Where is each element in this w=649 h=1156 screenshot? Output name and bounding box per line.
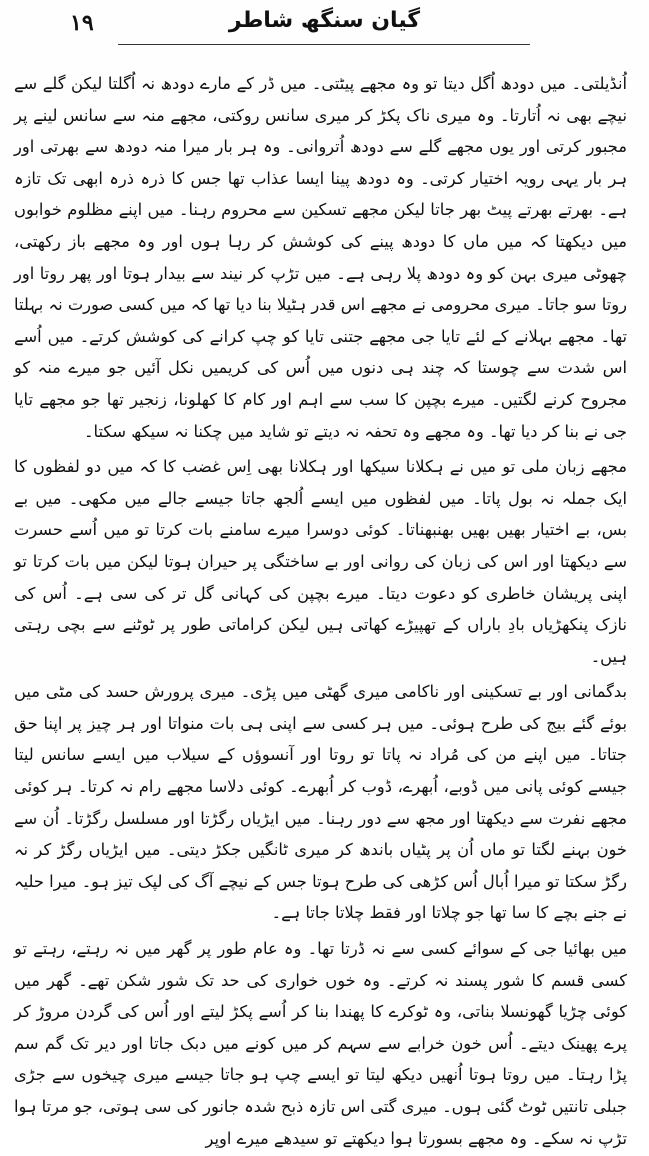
page-number: ۱۹ [70,10,94,36]
paragraph-4: میں بھائیا جی کے سوائے کسی سے نہ ڈرتا تھا۔ وہ عام طور پر گھر میں نہ رہتے، رہتے تو کسی قسم کا شور پسند نہ کرتے۔ وہ خوں خواری کی حد تک شور شکن تھے۔ گھر میں کوئی چڑیا گھونسلا بناتی، وہ ٹوکرے کا پھندا بنا کر اُسے پکڑ لیتے اور اُس کی گردن مروڑ کر پرے پھینک دیتے۔ اُس خون خرابے سے سہم کر میں کونے میں دبک جاتا اور دیر تک گم سم پڑا رہتا۔ میں روتا ہوتا اُنھیں دیکھ لیتا تو ایسے چپ ہو جاتا جیسے میری چیخوں سے جڑی جبلی تانتیں ٹوٹ گئی ہوں۔ میری گتی اس تازہ ذبح شدہ جانور کی سی ہوتی، جو مرتا ہوا تڑپ نہ سکے۔ وہ مجھے بسورتا ہوا دیکھتے تو سیدھے میرے اوپر [14,939,627,1148]
header-divider [118,44,530,45]
paragraph-3: بدگمانی اور بے تسکینی اور ناکامی میری گھٹی میں پڑی۔ میری پرورش حسد کی مٹی میں بوئے گئے بیج کی طرح ہوئی۔ میں ہر کسی سے اپنی ہی بات منواتا اور ہر چیز پر اپنا حق جتاتا۔ میں اپنے من کی مُراد نہ پاتا تو روتا اور آنسوؤں کے سیلاب میں ایسے سانس لیتا جیسے کوئی پانی میں ڈوبے، اُبھرے، ڈوب کر اُبھرے۔ کوئی دلاسا مجھے رام نہ کرتا۔ ہر کوئی مجھے نفرت سے دیکھتا اور مجھ سے دور رہنا۔ میں ایڑیاں رگڑتا اور مسلسل رگڑتا۔ اُن سے خون بہنے لگتا تو ماں اُن پر پٹیاں باندھ کر میری ٹانگیں جکڑ دیتی۔ میں ایڑیاں رگڑ کر نہ رگڑ سکتا تو میرا اُبال اُس کڑھی کی طرح ہوتا جس کے نیچے آگ کی لپک تیز ہو۔ میرا حلیہ نے جنے بچے کا سا تھا جو چلاتا اور فقط چلاتا جاتا ہے۔ [14,682,627,923]
running-header-title: گیان سنگھ شاطر [228,8,421,33]
paragraph-1: اُنڈیلتی۔ میں دودھ اُگل دیتا تو وہ مجھے پیٹتی۔ میں ڈر کے مارے دودھ نہ اُگلتا لیکن گلے سے نیچے بھی نہ اُتارتا۔ وہ میری ناک پکڑ کر میری سانس روکتی، مجھے منہ سے سانس لینے پر مجبور کرتی اور یوں مجھے گلے سے دودھ اُتروانی۔ وہ ہر بار میرا منہ دودھ سے بھرتی اور ہر بار یہی رویہ اختیار کرتی۔ وہ دودھ پینا ایسا عذاب تھا جس کا ذرہ ذرہ ابھی تک تازہ ہے۔ بھرتے بھرتے پیٹ بھر جاتا لیکن مجھے تسکین سے محروم رہنا۔ میں اپنے مظلوم خوابوں میں دیکھتا کہ میں ماں کا دودھ پینے کی کوشش کر رہا ہوں اور وہ مجھے باز رکھتی، چھوٹی میری بہن کو وہ دودھ پلا رہی ہے۔ میں تڑپ کر نیند سے بیدار ہوتا اور پھر روتا اور روتا سو جاتا۔ میری محرومی نے مجھے اس قدر ہٹیلا بنا دیا تھا کہ میں کسی صورت نہ بہلتا تھا۔ مجھے بہلانے کے لئے تایا جی مجھے جتنی تایا کو چپ کرانے کی کوشش کرتے۔ میں اُسے اس شدت سے چوستا کہ چند ہی دنوں میں اُس کی کریمیں نکل آئیں جو میرے منہ کو مجروح کرنے لگتیں۔ میرے بچپن کا سب سے اہم اور کام کا کھلونا، زنجیر تھا جو مجھے تایا جی نے بنا کر دیا تھا۔ وہ مجھے وہ تحفہ نہ دیتے تو شاید میں چکنا نہ سیکھ سکتا۔ [14,74,627,441]
page-body [14,68,627,1156]
paragraph-2: مجھے زبان ملی تو میں نے ہکلانا سیکھا اور ہکلانا بھی اِس غضب کا کہ میں دو لفظوں کا ایک جملہ نہ بول پاتا۔ میں لفظوں میں ایسے اُلجھ جاتا جیسے جالے میں مکھی۔ میں بے بس، بے اختیار بھیں بھیں بھنبھناتا۔ کوئی دوسرا میرے سامنے بات کرتا تو میں اُسے حسرت سے دیکھتا اور اس کی زبان کی روانی اور بے ساختگی پر حیران ہوتا لیکن میں بات کرتا تو اپنی پریشان خاطری کو دعوت دیتا۔ میرے بچپن کی کہانی گل تر کی سی ہے۔ اُس کی نازک پنکھڑیاں بادِ باراں کے تھپیڑے کھاتی ہیں لیکن کراماتی طور پر ٹوٹنے سے بچی رہتی ہیں۔ [14,457,627,666]
